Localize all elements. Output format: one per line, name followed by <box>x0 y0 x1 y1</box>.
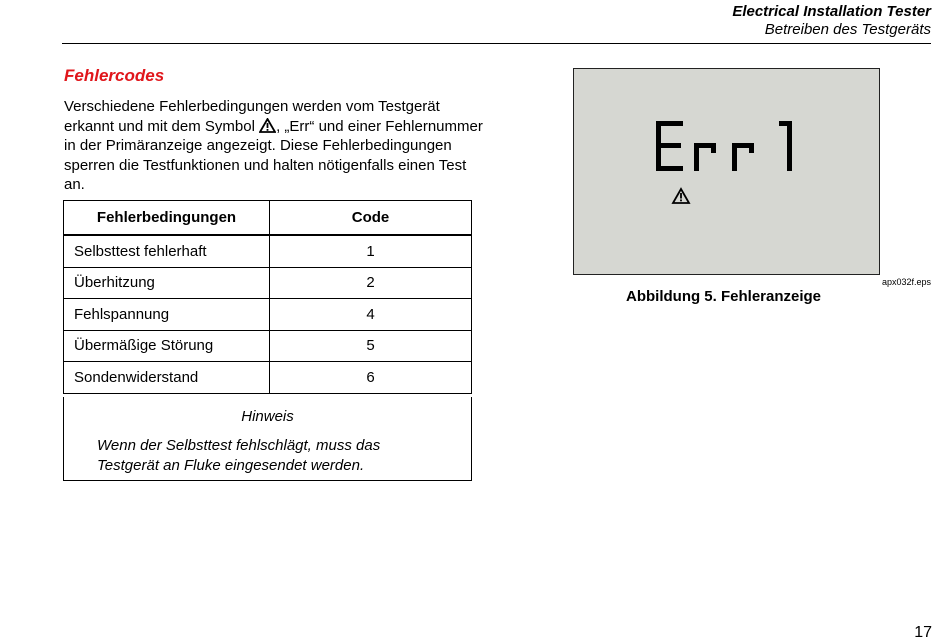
table-row <box>64 330 472 362</box>
intro-paragraph <box>64 97 484 195</box>
table-row <box>64 267 472 299</box>
page-header <box>732 2 931 39</box>
condition-cell: Überhitzung <box>64 267 270 299</box>
lcd-err-readout <box>656 121 792 171</box>
column-header-code: Code <box>270 201 472 236</box>
table-row <box>64 362 472 394</box>
lcd-warning-triangle-icon <box>673 189 689 203</box>
condition-cell: Fehlspannung <box>64 299 270 331</box>
code-cell: 5 <box>270 330 472 362</box>
condition-cell: Übermäßige Störung <box>64 330 270 362</box>
lcd-segments <box>574 69 879 274</box>
table-row <box>64 299 472 331</box>
note-title: Hinweis <box>241 408 294 425</box>
section-title: Fehlercodes <box>64 66 165 85</box>
lcd-display-figure <box>573 68 880 275</box>
error-code-table <box>63 200 472 394</box>
condition-cell: Selbsttest fehlerhaft <box>64 235 270 267</box>
code-cell: 6 <box>270 362 472 394</box>
column-header-condition: Fehlerbedingungen <box>64 201 270 236</box>
intro-text-start: Verschiedene Fehlerbedingungen werden vom Testgerät erkannt und mit dem Symbol <box>64 98 440 135</box>
figure-file-id: apx032f.eps <box>881 277 931 287</box>
figure-caption: Abbildung 5. Fehleranzeige <box>626 288 822 305</box>
code-cell: 2 <box>270 267 472 299</box>
condition-cell: Sondenwiderstand <box>64 362 270 394</box>
header-subtitle: Betreiben des Testgeräts <box>764 21 931 38</box>
warning-triangle-icon <box>259 118 276 133</box>
code-cell: 4 <box>270 299 472 331</box>
note-text: Wenn der Selbsttest fehlschlägt, muss das Testgerät an Fluke eingesendet werden. <box>97 437 381 474</box>
table-header-row <box>64 201 472 236</box>
page-number: 17 <box>914 624 932 641</box>
header-title: Electrical Installation Tester <box>732 3 931 20</box>
note-box <box>63 397 472 481</box>
header-divider <box>62 43 931 44</box>
table-row <box>64 235 472 267</box>
code-cell: 1 <box>270 235 472 267</box>
intro-text-end: , „Err“ und einer Fehlernummer in der Primäranzeige angezeigt. Diese Fehlerbedingungen sperren die Testfunktionen und halten nötigenfalls einen Test an. <box>64 117 483 193</box>
